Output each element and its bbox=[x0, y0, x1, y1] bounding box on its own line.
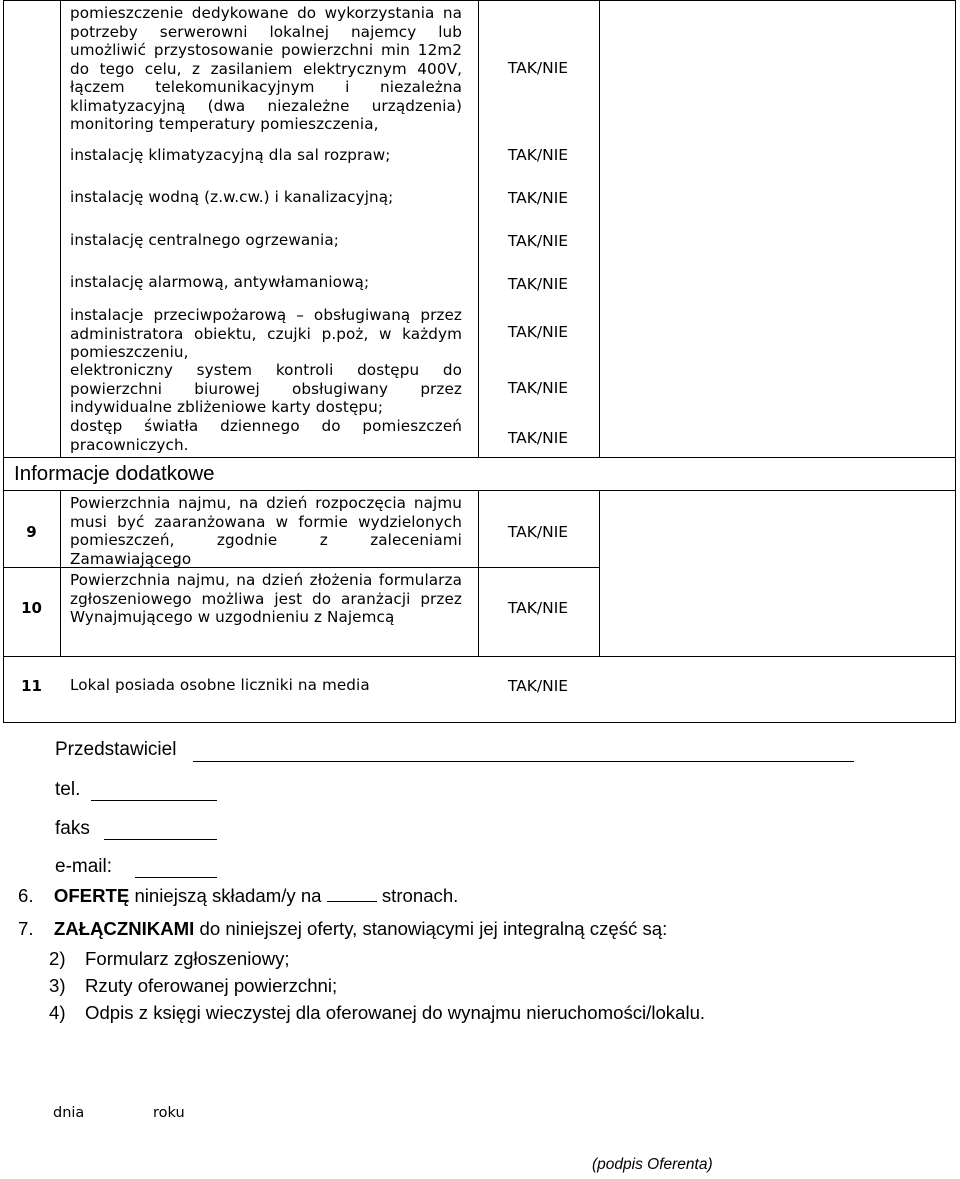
table-col-divider-3b bbox=[599, 490, 600, 656]
requirement-access-control: elektroniczny system kontroli dostępu do powierzchni biurowej obsługiwany przez indywidualne zbliżeniowe karty dostępu; bbox=[70, 361, 462, 416]
answer-daylight: TAK/NIE bbox=[507, 429, 569, 447]
attachments-text: do niniejszej oferty, stanowiącymi jej integralną część są: bbox=[194, 918, 668, 939]
row-number-10: 10 bbox=[21, 599, 42, 617]
attachments-number: 7. bbox=[18, 918, 34, 939]
table-col-divider-1b bbox=[60, 490, 61, 656]
signature-label: (podpis Oferenta) bbox=[592, 1156, 713, 1173]
table-col-divider-2b bbox=[478, 490, 479, 656]
email-label: e-mail: bbox=[55, 856, 113, 877]
fax-field[interactable] bbox=[104, 839, 217, 840]
offer-number: 6. bbox=[18, 885, 34, 906]
attachment-item-text: Rzuty oferowanej powierzchni; bbox=[85, 975, 338, 996]
representative-label: Przedstawiciel bbox=[55, 739, 177, 760]
fax-label: faks bbox=[55, 818, 90, 839]
year-label: roku bbox=[153, 1105, 185, 1121]
requirement-fire-protection: instalacje przeciwpożarową – obsługiwaną przez administratora obiektu, czujki p.poż, w każdym pomieszczeniu, bbox=[70, 306, 462, 361]
requirement-daylight: dostęp światła dziennego do pomieszczeń pracowniczych. bbox=[70, 417, 462, 454]
tel-label: tel. bbox=[55, 779, 81, 800]
requirement-arrangement-by-landlord: Powierzchnia najmu, na dzień złożenia formularza zgłoszeniowego możliwa jest do aranżacji przez Wynajmującego w uzgodnieniu z Najemcą bbox=[70, 571, 462, 626]
section-title-additional-info: Informacje dodatkowe bbox=[14, 462, 215, 485]
tel-field[interactable] bbox=[91, 800, 217, 801]
row-number-11: 11 bbox=[21, 677, 42, 695]
answer-air-conditioning: TAK/NIE bbox=[507, 146, 569, 164]
answer-water: TAK/NIE bbox=[507, 189, 569, 207]
attachment-item bbox=[49, 1002, 705, 1024]
table-section-bottom bbox=[3, 490, 956, 491]
attachment-item-number: 2) bbox=[49, 948, 66, 969]
requirement-air-conditioning: instalację klimatyzacyjną dla sal rozpraw; bbox=[70, 146, 391, 164]
offer-text: niniejszą składam/y na bbox=[129, 885, 327, 906]
attachment-item-text: Odpis z księgi wieczystej dla oferowanej do wynajmu nieruchomości/lokalu. bbox=[85, 1002, 706, 1023]
attachments-line bbox=[18, 918, 667, 940]
email-field[interactable] bbox=[135, 877, 217, 878]
offer-text-end: stronach. bbox=[376, 885, 459, 906]
offer-bold-label: OFERTĘ bbox=[53, 885, 130, 906]
table-border-right bbox=[955, 0, 956, 722]
answer-fire-protection: TAK/NIE bbox=[507, 323, 569, 341]
answer-alarm: TAK/NIE bbox=[507, 275, 569, 293]
requirement-alarm: instalację alarmową, antywłamaniową; bbox=[70, 273, 370, 291]
attachment-item-text: Formularz zgłoszeniowy; bbox=[85, 948, 290, 969]
attachment-item-number: 4) bbox=[49, 1002, 66, 1023]
answer-arrangement: TAK/NIE bbox=[507, 523, 569, 541]
table-col-divider-1 bbox=[60, 0, 61, 457]
attachment-item-number: 3) bbox=[49, 975, 66, 996]
table-col-divider-3 bbox=[599, 0, 600, 457]
representative-field[interactable] bbox=[193, 761, 854, 762]
table-bottom-border bbox=[3, 722, 956, 723]
row-number-9: 9 bbox=[26, 523, 37, 541]
requirement-server-room: pomieszczenie dedykowane do wykorzystania na potrzeby serwerowni lokalnej najemcy lub umożliwić przystosowanie powierzchni min 12m2 do tego celu, z zasilaniem elektrycznym 400V, łączem telekomunikacyjnym i niezależna klimatyzacyjną (dwa niezależne urządzenia) monitoring temperatury pomieszczenia, bbox=[70, 4, 462, 133]
requirement-meters: Lokal posiada osobne liczniki na media bbox=[70, 676, 370, 694]
answer-heating: TAK/NIE bbox=[507, 232, 569, 250]
date-label: dnia bbox=[53, 1105, 85, 1121]
requirement-water: instalację wodną (z.w.cw.) i kanalizacyjną; bbox=[70, 188, 394, 206]
table-section-top bbox=[3, 457, 956, 458]
table-top-border bbox=[3, 0, 956, 1]
answer-server-room: TAK/NIE bbox=[507, 59, 569, 77]
answer-meters: TAK/NIE bbox=[507, 677, 569, 695]
attachment-item bbox=[49, 948, 290, 970]
requirement-arrangement: Powierzchnia najmu, na dzień rozpoczęcia najmu musi być zaaranżowana w formie wydzielonych pomieszczeń, zgodnie z zaleceniami Zamawiającego bbox=[70, 494, 462, 568]
pages-count-field[interactable] bbox=[327, 887, 377, 902]
attachments-bold-label: ZAŁĄCZNIKAMI bbox=[53, 918, 195, 939]
offer-line bbox=[18, 885, 458, 907]
answer-access-control: TAK/NIE bbox=[507, 379, 569, 397]
requirement-heating: instalację centralnego ogrzewania; bbox=[70, 231, 339, 249]
table-row-divider-10-11 bbox=[3, 656, 956, 657]
answer-arrangement-by-landlord: TAK/NIE bbox=[507, 599, 569, 617]
attachment-item bbox=[49, 975, 337, 997]
